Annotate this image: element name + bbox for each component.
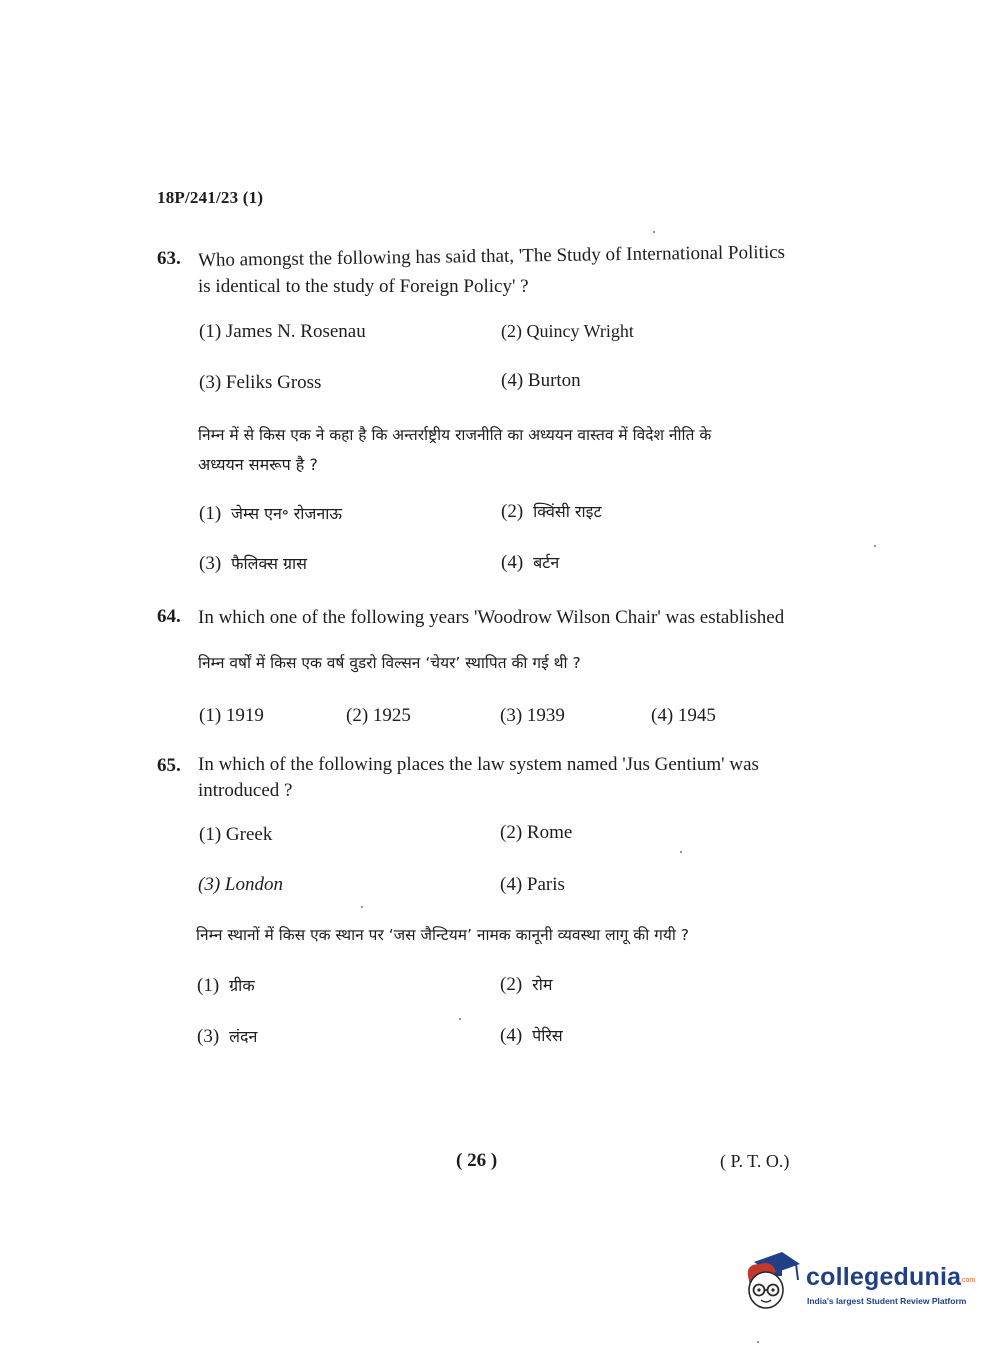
question-63-hindi-line-1: निम्न में से किस एक ने कहा है कि अन्तर्राष्ट्रीय राजनीति का अध्ययन वास्तव में विदेश नीति के	[198, 426, 712, 444]
question-65-line-2: introduced ?	[198, 780, 293, 801]
scan-speck	[361, 906, 363, 908]
question-64-number: 64.	[157, 606, 181, 627]
scan-speck	[459, 1018, 461, 1020]
q64-option-4: (4) 1945	[651, 705, 716, 726]
question-65-text	[198, 752, 818, 804]
question-64-text: In which one of the following years 'Woodrow Wilson Chair' was established	[198, 607, 785, 628]
q65-option-4: (4) Paris	[500, 874, 565, 895]
q63-hindi-option-3-num: (3)	[199, 553, 222, 574]
scan-speck	[757, 1341, 759, 1343]
q65-hindi-option-4-num: (4)	[500, 1025, 523, 1046]
page-number: ( 26 )	[456, 1150, 498, 1171]
collegedunia-mascot-icon	[742, 1250, 804, 1312]
collegedunia-brand: collegedunia	[806, 1263, 962, 1291]
q65-hindi-option-3-num: (3)	[197, 1026, 220, 1047]
question-63-text	[197, 241, 818, 300]
question-65-hindi: निम्न स्थानों में किस एक स्थान पर ‘जस जैन्टियम’ नामक कानूनी व्यवस्था लागू की गयी ?	[196, 926, 690, 944]
q63-option-4: (4) Burton	[501, 370, 581, 391]
q63-hindi-option-1-text: जेम्स एन॰ रोजनाऊ	[231, 504, 342, 523]
question-65-number: 65.	[157, 755, 181, 776]
scan-speck	[653, 231, 655, 233]
q63-hindi-option-2	[501, 500, 602, 523]
question-63-line-1: Who amongst the following has said that, 'The Study of International Politics	[197, 241, 786, 271]
q63-option-2: (2) Quincy Wright	[501, 321, 634, 341]
q63-hindi-option-3	[199, 552, 307, 575]
collegedunia-tagline: India's largest Student Review Platform	[807, 1296, 967, 1306]
q65-hindi-option-4-text: पेरिस	[532, 1026, 563, 1045]
q65-hindi-option-1-num: (1)	[197, 975, 220, 996]
q65-hindi-option-3-text: लंदन	[229, 1027, 258, 1046]
q65-hindi-option-3	[197, 1025, 257, 1048]
q65-hindi-option-1	[197, 974, 255, 997]
q64-option-2: (2) 1925	[346, 705, 411, 726]
q63-hindi-option-3-text: फैलिक्स ग्रास	[231, 554, 307, 573]
q63-hindi-option-2-num: (2)	[501, 501, 524, 522]
question-64-hindi: निम्न वर्षों में किस एक वर्ष वुडरो विल्सन ‘चेयर’ स्थापित की गई थी ?	[198, 654, 581, 672]
q65-hindi-option-2-num: (2)	[500, 974, 523, 995]
q65-hindi-option-1-text: ग्रीक	[229, 976, 255, 995]
q63-hindi-option-4-num: (4)	[501, 552, 524, 573]
paper-code: 18P/241/23 (1)	[157, 188, 264, 207]
scan-speck	[680, 851, 682, 853]
q63-option-3: (3) Feliks Gross	[199, 372, 322, 393]
q63-hindi-option-1	[199, 502, 342, 525]
q65-option-1: (1) Greek	[199, 824, 273, 845]
q63-hindi-option-4	[501, 551, 559, 574]
question-63-line-2: is identical to the study of Foreign Policy' ?	[198, 276, 529, 297]
q63-option-1: (1) James N. Rosenau	[199, 321, 366, 342]
q65-option-3: (3) London	[198, 874, 283, 895]
collegedunia-brand-suffix: .com	[960, 1277, 976, 1284]
q65-option-2: (2) Rome	[500, 822, 573, 843]
q65-hindi-option-4	[500, 1024, 563, 1047]
q65-hindi-option-2	[500, 973, 552, 996]
q63-hindi-option-2-text: क्विंसी राइट	[533, 502, 602, 521]
q64-option-1: (1) 1919	[199, 705, 264, 726]
q63-hindi-option-1-num: (1)	[199, 503, 222, 524]
scan-speck	[874, 545, 876, 547]
question-63-hindi	[198, 420, 808, 480]
question-63-hindi-line-2: अध्ययन समरूप है ?	[198, 455, 318, 474]
q64-option-3: (3) 1939	[500, 705, 565, 726]
question-65-line-1: In which of the following places the law system named 'Jus Gentium' was	[198, 754, 759, 775]
question-63-number: 63.	[157, 248, 181, 269]
q63-hindi-option-4-text: बर्टन	[533, 553, 560, 572]
q65-hindi-option-2-text: रोम	[532, 975, 553, 994]
pto-label: ( P. T. O.)	[720, 1151, 790, 1171]
